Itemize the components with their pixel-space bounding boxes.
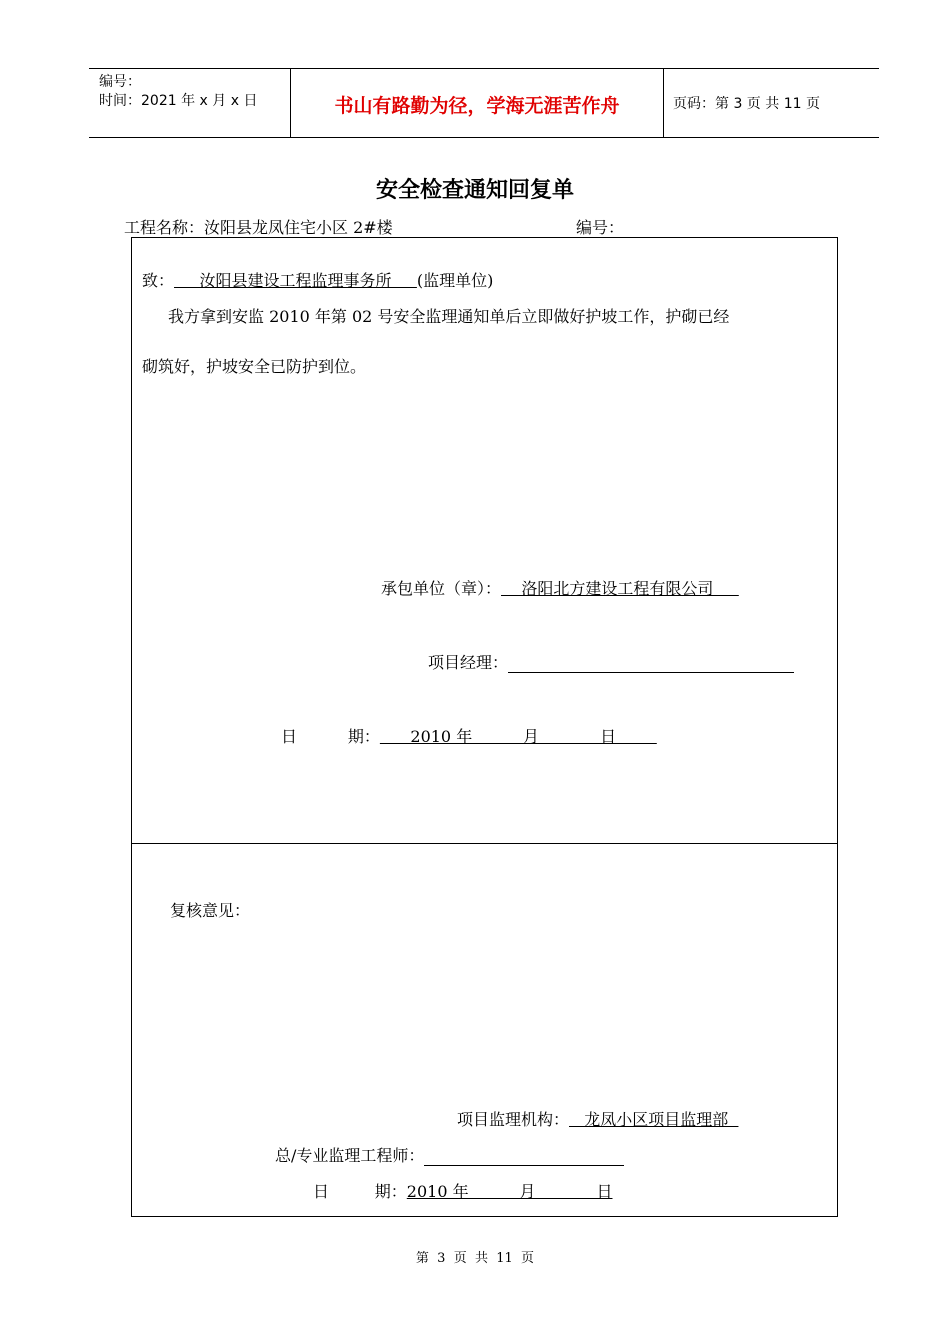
date-line-1 — [281, 724, 657, 747]
document-title: 安全检查通知回复单 — [375, 178, 574, 203]
page-header — [89, 68, 879, 138]
contractor-line — [381, 576, 739, 599]
review-opinion-label: 复核意见： — [170, 901, 251, 920]
engineer-label: 总/专业监理工程师： — [275, 1146, 425, 1165]
manager-line — [428, 650, 794, 673]
project-name: 工程名称：汝阳县龙凤住宅小区 2#楼 — [124, 218, 393, 237]
date2-label: 日 期： — [313, 1182, 407, 1201]
header-meta — [99, 73, 257, 111]
supervision-org-line — [457, 1107, 738, 1130]
supervision-org-label: 项目监理机构： — [457, 1110, 570, 1129]
date1-value: 2010 年 月 日 — [379, 727, 657, 746]
engineer-signature-blank — [424, 1148, 624, 1166]
engineer-line — [275, 1143, 624, 1166]
header-motto: 书山有路勤为径，学海无涯苦作舟 — [334, 95, 620, 117]
addressee-line — [142, 268, 493, 291]
header-time: 时间：2021 年 x 月 x 日 — [99, 93, 258, 109]
manager-label: 项目经理： — [428, 653, 509, 672]
body-text-line1: 我方拿到安监 2010 年第 02 号安全监理通知单后立即做好护坡工作，护砌已经 — [168, 307, 730, 326]
header-divider — [663, 69, 664, 137]
document-number-label: 编号： — [576, 218, 625, 237]
manager-signature-blank — [508, 655, 794, 673]
date2-value: 2010 年 月 日 — [406, 1182, 613, 1201]
section-divider — [132, 843, 837, 844]
header-number-label: 编号： — [99, 74, 141, 90]
addressee-prefix: 致： — [142, 271, 175, 290]
body-text-line2: 砌筑好，护坡安全已防护到位。 — [142, 357, 367, 376]
addressee-suffix: (监理单位) — [416, 271, 494, 290]
document-number — [576, 215, 660, 238]
contractor-name: 洛阳北方建设工程有限公司 — [501, 579, 739, 598]
date-line-2 — [313, 1179, 612, 1202]
page-footer: 第 3 页 共 11 页 — [415, 1251, 535, 1266]
contractor-label: 承包单位（章）： — [381, 579, 502, 598]
header-page-number: 页码：第 3 页 共 11 页 — [673, 96, 820, 112]
document-number-blank — [624, 221, 660, 238]
addressee-unit: 汝阳县建设工程监理事务所 — [174, 271, 417, 290]
reply-form — [131, 237, 838, 1217]
supervision-org-name: 龙凤小区项目监理部 — [569, 1110, 739, 1129]
date1-label: 日 期： — [281, 727, 380, 746]
